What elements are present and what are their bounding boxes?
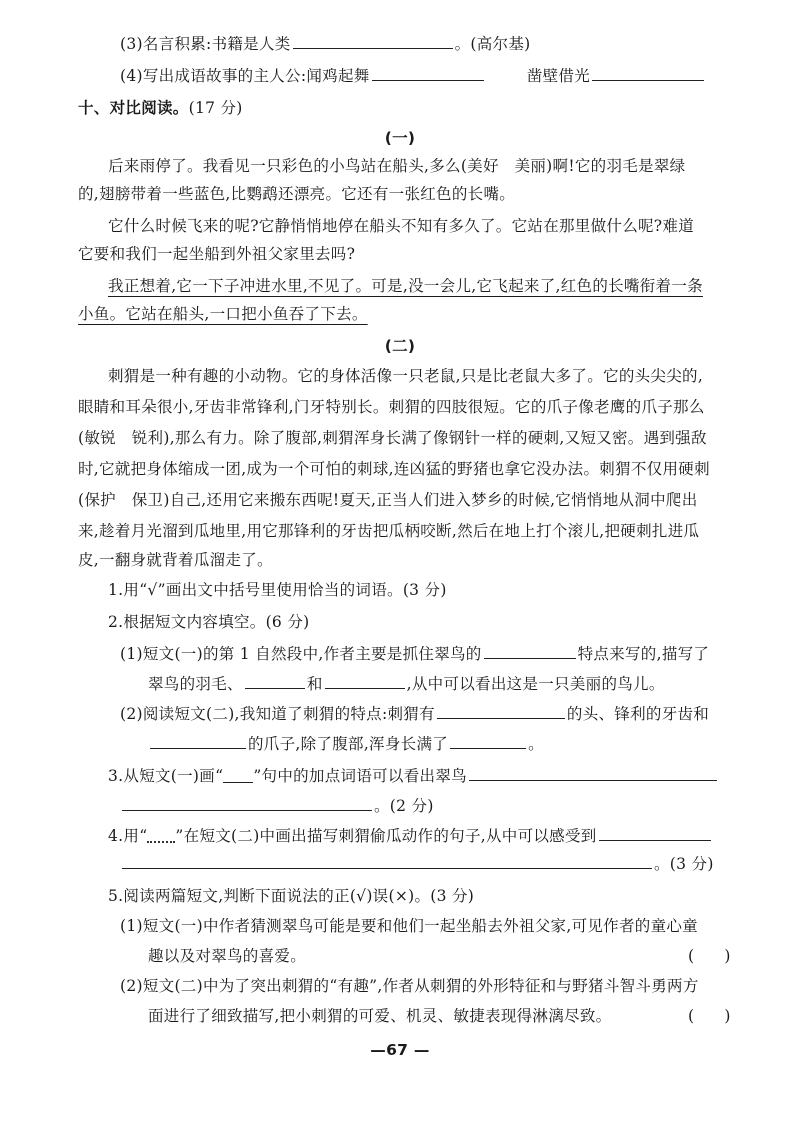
passage-line: 它要和我们一起坐船到外祖父家里去吗? (78, 245, 356, 263)
answer-blank[interactable] (484, 644, 576, 659)
answer-blank[interactable] (372, 66, 484, 81)
question-5: 5.阅读两篇短文,判断下面说法的正(√)误(×)。(3 分) (108, 887, 475, 905)
answer-blank[interactable] (592, 66, 704, 81)
passage-line: 刺猬是一种有趣的小动物。它的身体活像一只老鼠,只是比老鼠大多了。它的头尖尖的, (108, 367, 704, 385)
question-2-2-cont: 的爪子,除了腹部,浑身长满了 。 (148, 734, 544, 754)
answer-blank[interactable] (599, 826, 711, 841)
question-5-1-cont: 趣以及对翠鸟的喜爱。 ( ) (148, 947, 731, 965)
straight-line-mark (223, 772, 253, 783)
passage-line: (保护 保卫)自己,还用它来搬东西呢!夏天,正当人们进入梦乡的时候,它悄悄地从洞中爬出 (78, 491, 698, 509)
q3-quote-line: (3)名言积累:书籍是人类 。(高尔基) (120, 35, 531, 53)
page-number: —67 — (370, 1041, 430, 1059)
passage-line: 它什么时候飞来的呢?它静悄悄地停在船头不知有多久了。它站在那里做什么呢?难道 (108, 217, 695, 235)
question-3: 3.从短文(一)画“ ”句中的加点词语可以看出翠鸟 (108, 766, 719, 786)
q4-idiom-line: (4)写出成语故事的主人公:闻鸡起舞 凿壁借光 (120, 66, 706, 86)
question-4: 4.用“ ”在短文(二)中画出描写刺猬偷瓜动作的句子,从中可以感受到 (108, 826, 713, 846)
question-3-cont: 。(2 分) (120, 796, 434, 816)
passage-2-heading: (二) (384, 337, 416, 355)
passage-line: 皮,一翻身就背着瓜溜走了。 (78, 551, 273, 569)
question-5-2: (2)短文(二)中为了突出刺猬的“有趣”,作者从刺猬的外形特征和与野猪斗智斗勇两方 (120, 977, 699, 995)
judgment-box[interactable]: ( ) (688, 1007, 731, 1025)
passage-line: (敏锐 锐利),那么有力。除了腹部,刺猬浑身长满了像钢针一样的硬刺,又短又密。遇到强敌 (78, 429, 707, 447)
wavy-line-mark (147, 831, 175, 843)
answer-blank[interactable] (437, 704, 565, 719)
answer-blank[interactable] (293, 34, 453, 49)
question-2: 2.根据短文内容填空。(6 分) (108, 613, 310, 631)
question-2-1: (1)短文(一)的第 1 自然段中,作者主要是抓住翠鸟的 特点来写的,描写了 (120, 645, 710, 663)
underlined-sentence: 我正想着,它一下子冲进水里,不见了。可是,没一会儿,它飞起来了,红色的长嘴衔着一条 (108, 277, 703, 295)
answer-blank[interactable] (150, 734, 246, 749)
answer-blank[interactable] (450, 734, 526, 749)
judgment-box[interactable]: ( ) (688, 947, 731, 965)
passage-line: 眼睛和耳朵很小,牙齿非常锋利,门牙特别长。刺猬的四肢很短。它的爪子像老鹰的爪子那么 (78, 398, 705, 416)
passage-line: 时,它就把身体缩成一团,成为一个可怕的刺球,连凶猛的野猪也拿它没办法。刺猬不仅用硬刺 (78, 460, 710, 478)
question-1: 1.用“√”画出文中括号里使用恰当的词语。(3 分) (108, 581, 447, 599)
underlined-sentence: 小鱼。它站在船头,一口把小鱼吞了下去。 (78, 305, 368, 323)
passage-line: 后来雨停了。我看见一只彩色的小鸟站在船头,多么(美好 美丽)啊!它的羽毛是翠绿 (108, 157, 686, 175)
passage-line: 来,趁着月光溜到瓜地里,用它那锋利的牙齿把瓜柄咬断,然后在地上打个滚儿,把硬刺扎进瓜 (78, 522, 700, 540)
section-title: 十、对比阅读。(17 分) (78, 99, 243, 117)
answer-blank[interactable] (469, 766, 717, 781)
question-4-cont: 。(3 分) (120, 854, 714, 874)
question-2-1-cont: 翠鸟的羽毛、 和 ,从中可以看出这是一只美丽的鸟儿。 (148, 675, 665, 693)
question-5-1: (1)短文(一)中作者猜测翠鸟可能是要和他们一起坐船去外祖父家,可见作者的童心童 (120, 917, 698, 935)
answer-blank[interactable] (245, 674, 305, 689)
passage-1-heading: (一) (384, 129, 416, 147)
question-5-2-cont: 面进行了细致描写,把小刺猬的可爱、机灵、敏捷表现得淋漓尽致。 ( ) (148, 1007, 731, 1025)
answer-blank[interactable] (122, 796, 372, 811)
passage-line: 的,翅膀带着一些蓝色,比鹦鹉还漂亮。它还有一张红色的长嘴。 (78, 185, 516, 203)
answer-blank[interactable] (325, 674, 405, 689)
answer-blank[interactable] (122, 854, 652, 869)
question-2-2: (2)阅读短文(二),我知道了刺猬的特点:刺猬有 的头、锋利的牙齿和 (120, 705, 710, 723)
